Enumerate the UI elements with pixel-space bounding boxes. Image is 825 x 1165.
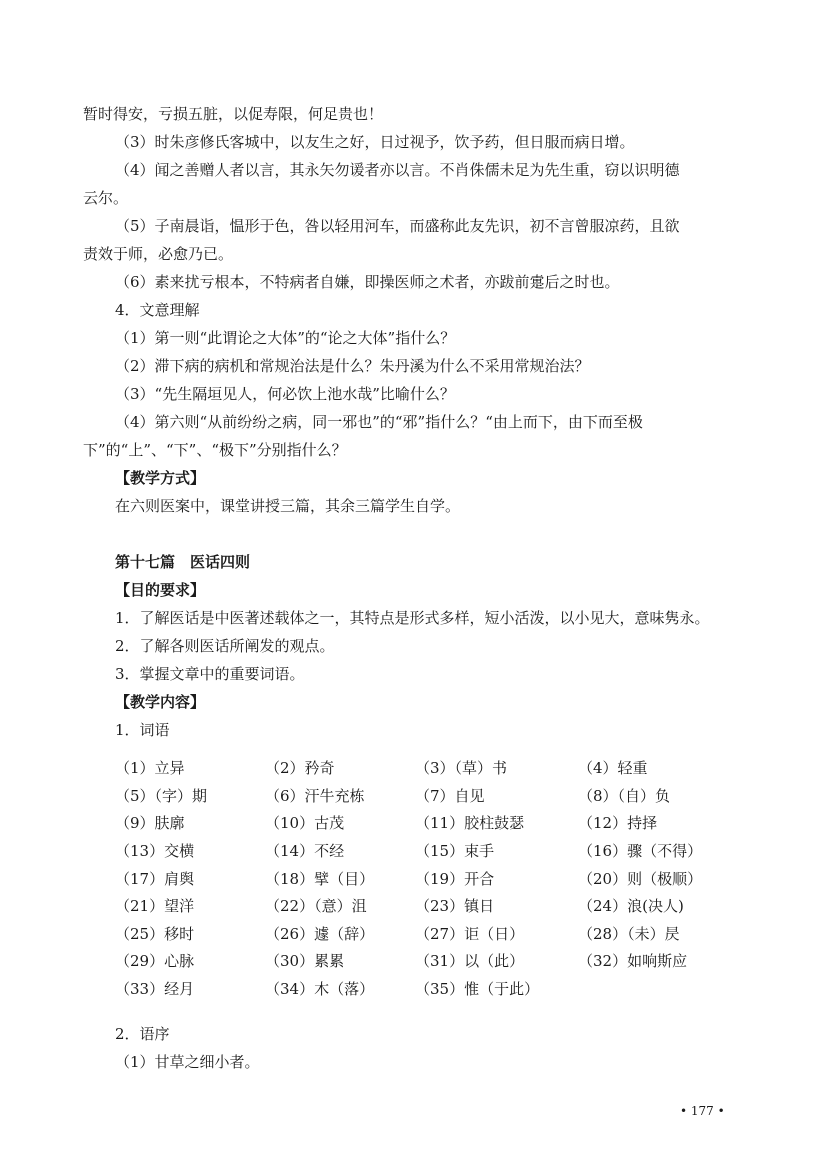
vocab-item: （24）浪(决人) [578, 897, 684, 916]
vocab-item: （16）骤（不得） [578, 842, 703, 861]
vocab-item: （32）如响斯应 [578, 952, 688, 971]
vocab-item: （20）则（极顺） [578, 869, 703, 888]
vocab-item: （27）讵（日） [415, 924, 525, 943]
vocab-item: （26）遽（辞） [265, 924, 375, 943]
section-heading: 2．语序 [115, 1025, 170, 1043]
vocab-item: （34）木（落） [265, 980, 375, 999]
list-item: 2．了解各则医话所阐发的观点。 [115, 637, 335, 655]
vocab-item: （6）汗牛充栋 [265, 786, 365, 805]
paragraph-line: （1）甘草之细小者。 [115, 1053, 260, 1071]
vocab-item: （15）束手 [415, 842, 495, 861]
paragraph-line: 在六则医案中，课堂讲授三篇，其余三篇学生自学。 [115, 497, 461, 515]
vocab-item: （25）移时 [115, 924, 195, 943]
section-heading: 1．词语 [115, 721, 170, 739]
vocab-item: （9）肤廓 [115, 814, 185, 833]
paragraph-line: （5）子南晨诣，愠形于色，咎以轻用河车，而盛称此友先识，初不言曾服凉药，且欲 [115, 217, 680, 235]
paragraph-line: 云尔。 [83, 189, 129, 207]
vocab-item: （10）古茂 [265, 814, 345, 833]
page-number: • 177 • [680, 1104, 725, 1118]
list-item: 1．了解医话是中医著述载体之一，其特点是形式多样，短小活泼，以小见大，意味隽永。 [115, 609, 710, 627]
section-heading: 4．文意理解 [115, 301, 200, 319]
vocab-item: （22）（意）沮 [265, 897, 367, 916]
vocab-item: （13）交横 [115, 842, 195, 861]
question-line: 下”的“上”、“下”、“极下”分别指什么？ [83, 441, 347, 459]
vocab-item: （33）经月 [115, 980, 195, 999]
paragraph-line: （3）时朱彦修氏客城中，以友生之好，日过视予，饮予药，但日服而病日增。 [115, 133, 635, 151]
vocab-item: （35）惟（于此） [415, 980, 540, 999]
paragraph-line: 暂时得安，亏损五脏，以促寿限，何足贵也！ [83, 105, 384, 123]
chapter-title: 第十七篇 医话四则 [115, 553, 251, 571]
vocab-item: （19）开合 [415, 869, 495, 888]
vocab-item: （31）以（此） [415, 952, 525, 971]
vocab-item: （2）矜奇 [265, 759, 335, 778]
paragraph-line: （6）素来扰亏根本，不特病者自嫌，即操医师之术者，亦跋前疐后之时也。 [115, 273, 620, 291]
vocab-item: （5）（字）期 [115, 786, 208, 805]
vocab-grid [115, 754, 755, 1002]
question-line: （3）“先生隔垣见人，何必饮上池水哉”比喻什么？ [115, 385, 455, 403]
vocab-item: （21）望洋 [115, 897, 195, 916]
vocab-item: （1）立异 [115, 759, 185, 778]
vocab-item: （4）轻重 [578, 759, 648, 778]
bracket-heading: 【目的要求】 [115, 581, 206, 599]
vocab-item: （17）肩舆 [115, 869, 195, 888]
bracket-heading: 【教学内容】 [115, 693, 206, 711]
vocab-item: （30）累累 [265, 952, 345, 971]
vocab-item: （3）（草）书 [415, 759, 508, 778]
question-line: （4）第六则“从前纷纷之病，同一邪也”的“邪”指什么？“由上而下，由下而至极 [115, 413, 643, 431]
vocab-item: （8）（自）负 [578, 786, 671, 805]
paragraph-line: 责效于师，必愈乃已。 [83, 245, 234, 263]
paragraph-line: （4）闻之善赠人者以言，其永矢勿谖者亦以言。不肖侏儒未足为先生重，窃以识明德 [115, 161, 680, 179]
vocab-item: （18）擘（目） [265, 869, 375, 888]
vocab-item: （12）持择 [578, 814, 658, 833]
bracket-heading: 【教学方式】 [115, 469, 206, 487]
vocab-item: （23）镇日 [415, 897, 495, 916]
vocab-item: （7）自见 [415, 786, 485, 805]
vocab-item: （14）不经 [265, 842, 345, 861]
vocab-item: （28）（未）昃 [578, 924, 680, 943]
question-line: （2）滞下病的病机和常规治法是什么？朱丹溪为什么不采用常规治法？ [115, 357, 590, 375]
question-line: （1）第一则“此谓论之大体”的“论之大体”指什么？ [115, 329, 456, 347]
vocab-item: （11）胶柱鼓瑟 [415, 814, 525, 833]
vocab-item: （29）心脉 [115, 952, 195, 971]
list-item: 3．掌握文章中的重要词语。 [115, 665, 305, 683]
